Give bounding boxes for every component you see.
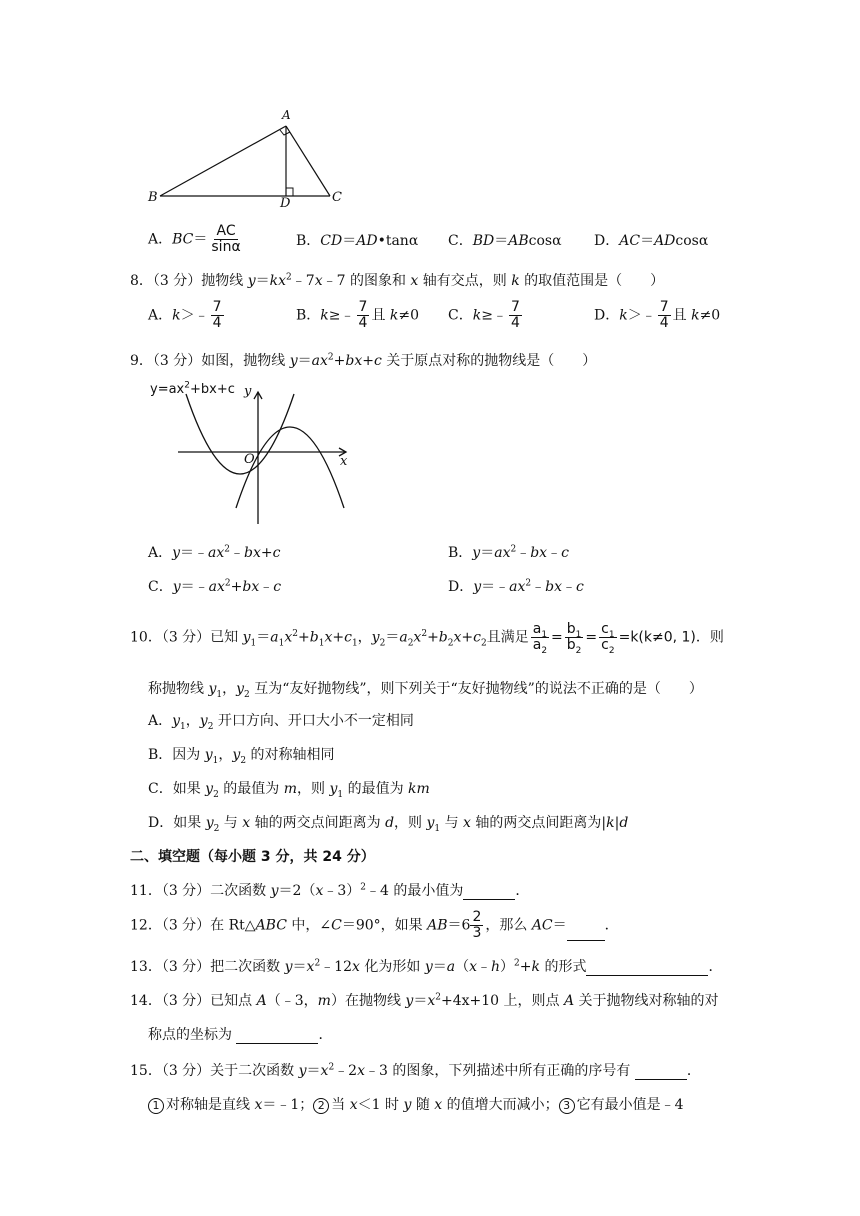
q8-option-c[interactable]: C．k≥﹣ $\frac{7}{4}$ (448, 299, 520, 331)
answer-blank[interactable] (586, 961, 708, 976)
q7-option-a[interactable]: A．BC＝ $\frac{AC}{\sin\alpha}$ (148, 223, 241, 255)
label-a: A (282, 108, 291, 122)
side-ac (286, 126, 330, 196)
q9-option-c[interactable]: C．$y=﹣ax^2+bx﹣c$ (148, 578, 282, 595)
answer-blank[interactable] (635, 1065, 687, 1080)
parabola-downward (236, 427, 344, 508)
answer-blank[interactable] (567, 926, 605, 941)
q8-option-a[interactable]: A．k＞﹣ $\frac{7}{4}$ (148, 299, 222, 331)
q10-option-c[interactable]: C．如果 $y_2$ 的最值为 m，则 $y_1$ 的最值为 km (148, 781, 430, 800)
label-c: C (332, 190, 342, 205)
q15-line2: 1 对称轴是直线 x＝﹣1； 2 当 x＜1 时 y 随 x 的值增大而减小； 3 它有最小值是﹣4 (148, 1094, 684, 1114)
q12: 12．（3 分）在 Rt△ABC 中，∠C＝90°，如果 AB＝6 $\frac{2}{3}$ ，那么 AC＝ ． (130, 909, 619, 941)
graph-origin-label: O (244, 452, 255, 467)
circled-number-2: 2 (313, 1098, 329, 1114)
q9-option-b[interactable]: B．$y=ax^2﹣bx﹣c$ (448, 544, 569, 561)
side-ba (160, 126, 286, 196)
q10-stem-line2: 称抛物线 $y_1$，$y_2$ 互为“友好抛物线”，则下列关于“友好抛物线”的说法不正确的是（ ） (148, 681, 703, 700)
circled-number-1: 1 (148, 1098, 164, 1114)
q8-stem: 8．（3 分）抛物线 $y=kx^2﹣7x﹣7$ 的图象和 x 轴有交点，则 k 的取值范围是（ ） (130, 272, 665, 289)
q9-option-a[interactable]: A．$y=﹣ax^2﹣bx+c$ (148, 544, 281, 561)
q10-option-d[interactable]: D．如果 $y_2$ 与 x 轴的两交点间距离为 d，则 $y_1$ 与 x 轴的两交点间距离为|k|d (148, 815, 629, 834)
q10-option-a[interactable]: A．$y_1$，$y_2$ 开口方向、开口大小不一定相同 (148, 713, 414, 732)
q9-stem: 9．（3 分）如图，抛物线 $y=ax^2+bx+c$ 关于原点对称的抛物线是（ ） (130, 352, 597, 369)
q10-option-b[interactable]: B．因为 $y_1$，$y_2$ 的对称轴相同 (148, 747, 335, 766)
graph-x-label: x (340, 454, 348, 469)
triangle-figure (140, 108, 350, 212)
q8-option-b[interactable]: B．k≥﹣ $\frac{7}{4}$ 且 k≠0 (296, 299, 420, 331)
graph-y-label: y (244, 384, 252, 399)
q13: 13．（3 分）把二次函数 $y=x^2﹣12x$ 化为形如 y＝a（x﹣h）$^2$+k 的形式 ． (130, 958, 723, 975)
circled-number-3: 3 (559, 1098, 575, 1114)
parabola-upward (186, 394, 294, 474)
right-angle-d (286, 188, 293, 196)
answer-blank[interactable] (463, 885, 515, 900)
q8-option-d[interactable]: D．k＞﹣ $\frac{7}{4}$ 且 k≠0 (594, 299, 721, 331)
fraction: $\frac{AC}{\sin\alpha}$ (211, 223, 241, 255)
q10-stem-line1: 10．（3 分）已知 $y_1=a_1x^2+b_1x+c_1$，$y_2=a_2x^2+b_2x+c_2$且满足 $\frac{a_1}{a_2}$ = $\frac{b_1}{b_2}$ = $\frac{c_1}{c_2}$ =k(k≠0, 1)．则 (130, 621, 724, 656)
label-b: B (148, 190, 158, 205)
graph-equation-label: $y=ax^2+bx+c$ (150, 380, 235, 397)
q11: 11．（3 分）二次函数 y＝2（x﹣3）$^2$﹣4 的最小值为 ． (130, 882, 530, 899)
label-d: D (280, 196, 291, 211)
q7-option-b[interactable]: B．CD＝AD•tanα (296, 233, 419, 249)
q9-option-d[interactable]: D．$y=﹣ax^2﹣bx﹣c$ (448, 578, 584, 595)
q15-line1: 15．（3 分）关于二次函数 $y=x^2﹣2x﹣3$ 的图象，下列描述中所有正确的序号有 ． (130, 1062, 701, 1079)
section-heading: 二、填空题（每小题 3 分，共 24 分） (130, 849, 375, 865)
q7-option-c[interactable]: C．BD＝ABcosα (448, 233, 562, 249)
parabola-graph (150, 380, 360, 530)
q7-option-d[interactable]: D．AC＝ADcosα (594, 233, 709, 249)
q14-line1: 14．（3 分）已知点 A（﹣3，m）在抛物线 $y=x^2+4x+10$ 上，则点 A 关于抛物线对称轴的对 (130, 992, 719, 1009)
q14-line2: 称点的坐标为 ． (148, 1027, 333, 1043)
answer-blank[interactable] (236, 1029, 318, 1044)
